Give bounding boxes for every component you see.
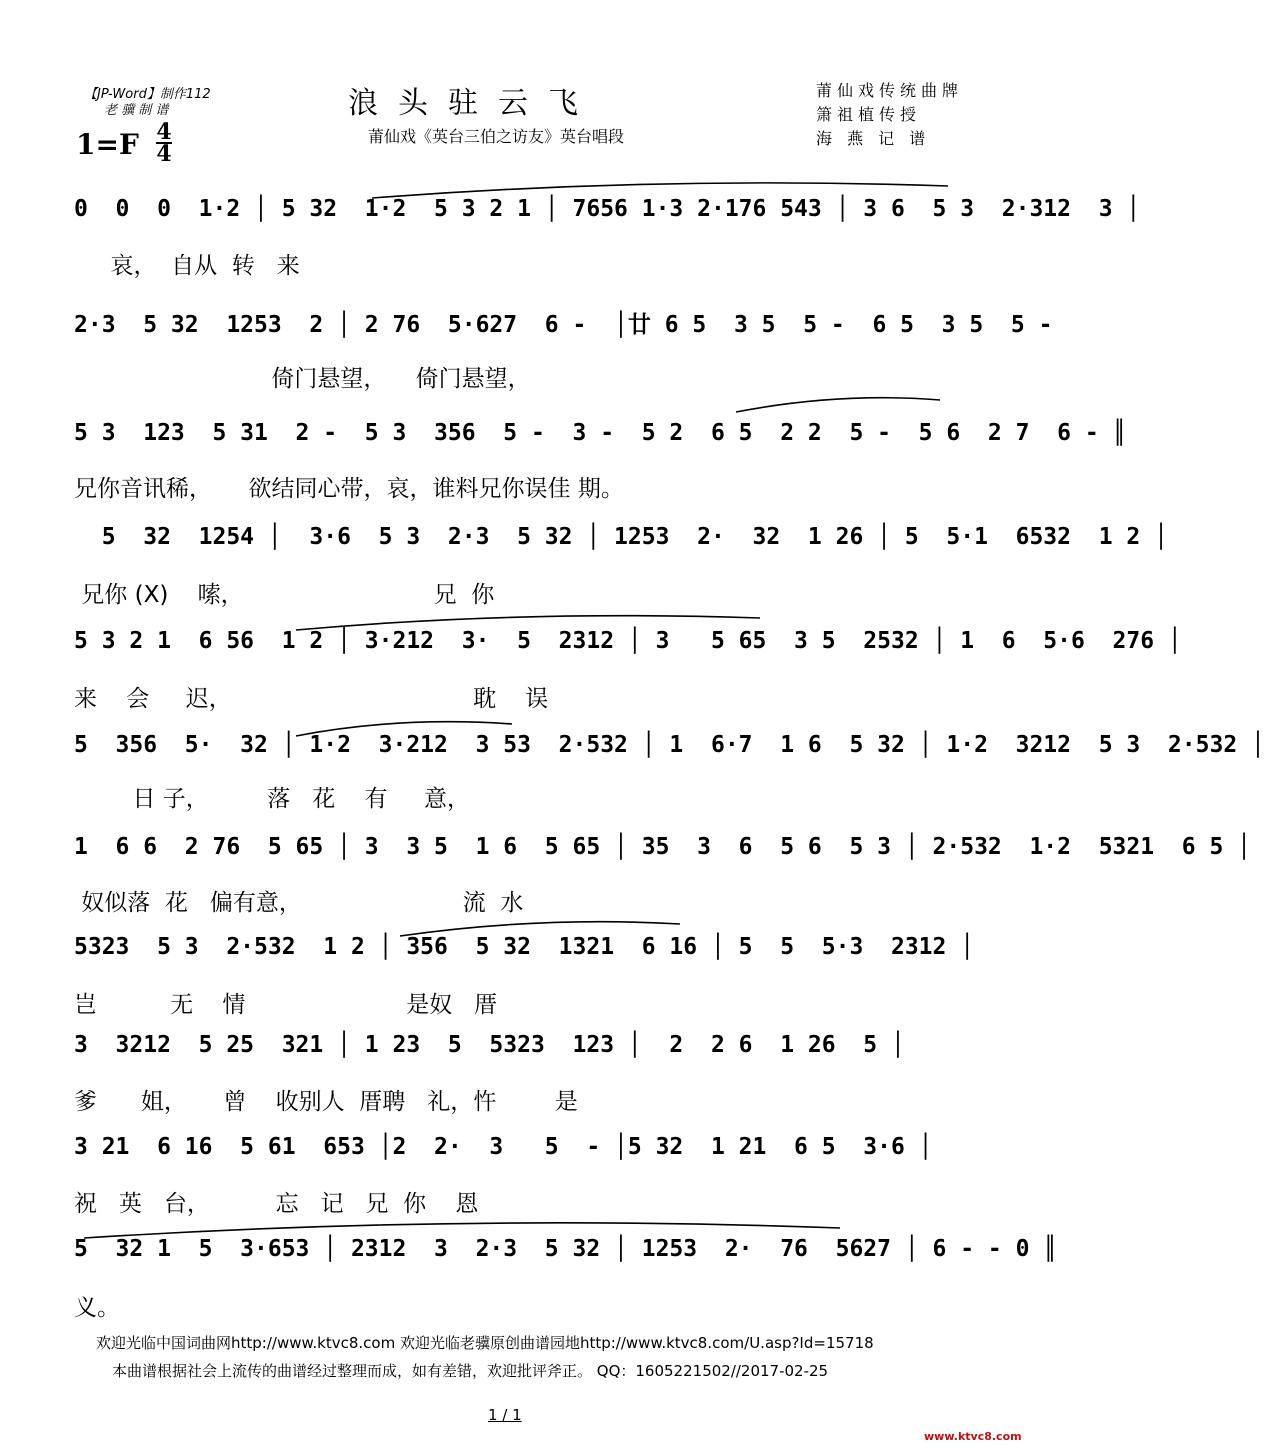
footer-links: 欢迎光临中国词曲网http://www.ktvc8.com 欢迎光临老骥原创曲谱园地http://www.ktvc8.com/U.asp?Id=15718	[96, 1334, 874, 1352]
song-title: 浪头驻云飞	[348, 86, 598, 121]
source-line-3: 海 燕 记 谱	[816, 129, 931, 148]
lyrics-row-1: 哀， 自从 转 来	[74, 253, 300, 279]
lyrics-row-9: 爹 姐， 曾 收别人 厝聘 礼，忤 是	[74, 1089, 578, 1115]
lyrics-row-2: 倚门悬望， 倚门悬望，	[74, 366, 531, 392]
credit-line-2: 老 骥 制 谱	[104, 103, 169, 118]
source-line-2: 箫祖植传授	[816, 105, 922, 124]
notes-row-5: 5 3 2 1 6 56 1 2 │ 3·212 3· 5 2312 │ 3 5 65 3 5 2532 │ 1 6 5·6 276 │	[74, 628, 1182, 654]
lyrics-row-8: 岂 无 情 是奴 厝	[74, 992, 498, 1018]
notes-row-2: 2·3 5 32 1253 2 │ 2 76 5·627 6 - │廿 6 5 3 5 5 - 6 5 3 5 5 -	[74, 312, 1053, 338]
lyrics-row-11: 义。	[74, 1295, 120, 1321]
slur-line-6	[296, 722, 512, 736]
slur-line-3	[736, 398, 940, 412]
notes-row-8: 5323 5 3 2·532 1 2 │ 356 5 32 1321 6 16 │ 5 5 5·3 2312 │	[74, 934, 975, 960]
notes-row-3: 5 3 123 5 31 2 - 5 3 356 5 - 3 - 5 2 6 5 2 2 5 - 5 6 2 7 6 - ║	[74, 420, 1127, 446]
lyrics-row-3: 兄你音讯稀， 欲结同心带，哀，谁料兄你误佳 期。	[74, 476, 624, 502]
notes-row-4: 5 32 1254 │ 3·6 5 3 2·3 5 32 │ 1253 2· 32 1 26 │ 5 5·1 6532 1 2 │	[74, 524, 1168, 550]
source-line-1: 莆仙戏传统曲牌	[816, 81, 964, 100]
notes-row-9: 3 3212 5 25 321 │ 1 23 5 5323 123 │ 2 2 6 1 26 5 │	[74, 1032, 905, 1058]
notes-row-6: 5 356 5· 32 │ 1·2 3·212 3 53 2·532 │ 1 6·7 1 6 5 32 │ 1·2 3212 5 3 2·532 │	[74, 732, 1265, 758]
notes-row-11: 5 32 1 5 3·653 │ 2312 3 2·3 5 32 │ 1253 2· 76 5627 │ 6 - - 0 ║	[74, 1236, 1058, 1262]
lyrics-row-4: 兄你 (X) 嗦， 兄 你	[74, 582, 495, 608]
time-signature-top: 4	[156, 119, 172, 145]
notes-row-7: 1 6 6 2 76 5 65 │ 3 3 5 1 6 5 65 │ 35 3 6 5 6 5 3 │ 2·532 1·2 5321 6 5 │	[74, 834, 1252, 860]
page-number: 1 / 1	[488, 1406, 522, 1424]
key-signature: 1=F	[76, 128, 139, 161]
footer-note: 本曲谱根据社会上流传的曲谱经过整理而成，如有差错，欢迎批评斧正。 QQ：1605221502//2017-02-25	[112, 1362, 829, 1380]
time-signature-bottom: 4	[156, 141, 172, 167]
lyrics-row-7: 奴似落 花 偏有意， 流 水	[74, 890, 524, 916]
credit-line-1: 【JP-Word】制作112	[84, 87, 211, 102]
lyrics-row-5: 来 会 迟， 耽 误	[74, 686, 549, 712]
lyrics-row-10: 祝 英 台， 忘 记 兄 你 恩	[74, 1191, 479, 1217]
notes-row-10: 3 21 6 16 5 61 653 │2 2· 3 5 - │5 32 1 21 6 5 3·6 │	[74, 1134, 933, 1160]
slur-line-11	[84, 1223, 840, 1238]
watermark-logo: www.ktvc8.com	[924, 1430, 1022, 1443]
slur-line-1	[372, 183, 948, 198]
notes-row-1: 0 0 0 1·2 │ 5 32 1·2 5 3 2 1 │ 7656 1·3 2·176 543 │ 3 6 5 3 2·312 3 │	[74, 196, 1141, 222]
lyrics-row-6: 日 子， 落 花 有 意，	[74, 786, 471, 812]
slur-line-8	[400, 922, 680, 936]
slur-line-5	[296, 616, 760, 630]
song-subtitle: 莆仙戏《英台三伯之访友》英台唱段	[368, 127, 625, 146]
